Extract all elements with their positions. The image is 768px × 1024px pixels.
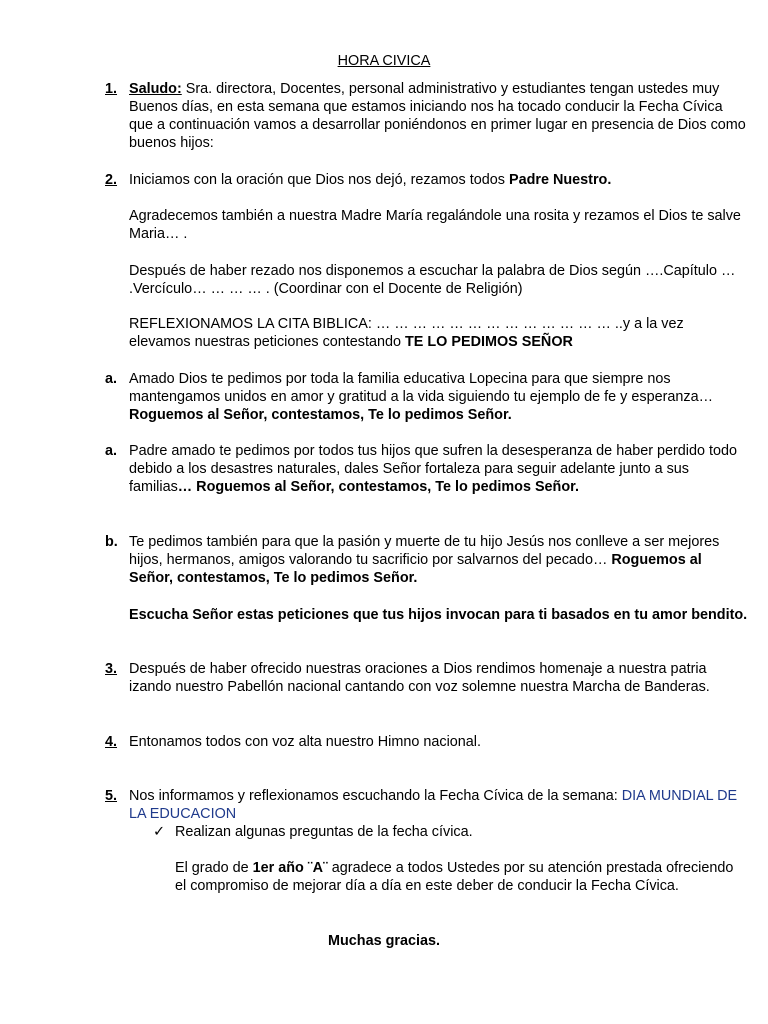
petition-3-marker: b. [105, 534, 118, 550]
gospel-paragraph: Después de haber rezado nos disponemos a escuchar la palabra de Dios según ….Capítulo … .Vercículo… … … … . (Coordinar con el Docente de Religión) [129, 263, 736, 297]
item-4-anthem: Entonamos todos con voz alta nuestro Himno nacional. [129, 734, 481, 750]
greeting-label: Saludo: [129, 81, 182, 97]
checkmark-icon: ✓ [153, 824, 166, 840]
petition-text: Amado Dios te pedimos por toda la familia educativa Lopecina para que siempre nos mantengamos unidos en amor y gratitud a la vida siguiendo tu ejemplo de fe y esperanza… [129, 371, 713, 405]
petition-text: Te pedimos también para que la pasión y muerte de tu hijo Jesús nos conlleve a ser mejores hijos, hermanos, amigos valorando tu sacrificio por salvarnos del pecado… [129, 534, 720, 568]
petition-response: … Roguemos al Señor, contestamos, Te lo pedimos Señor. [177, 479, 579, 495]
petition-text: Padre amado te pedimos por todos tus hijos que sufren la desesperanza de haber perdido todo debido a los desastres naturales, dales Señor fortaleza para seguir adelante junto a sus familias [129, 443, 738, 495]
reflection-text: REFLEXIONAMOS LA CITA BIBLICA: … … … … … … … … … … … … … ..y a la vez elevamos nuestras peticiones contestando [129, 316, 684, 350]
greeting-text: Sra. directora, Docentes, personal administrativo y estudiantes tengan ustedes muy Buenos días, en esta semana que estamos iniciando nos ha tocado conducir la Fecha Cívica que a continuación vamos a desarrollar poniéndonos en primer lugar en presencia de Dios como buenos hijos: [129, 81, 746, 151]
check-item: Realizan algunas preguntas de la fecha cívica. [175, 824, 473, 840]
civic-date-text: Nos informamos y reflexionamos escuchando la Fecha Cívica de la semana: [129, 788, 622, 804]
thanks-text: Muchas gracias. [328, 933, 440, 949]
petition-response: Roguemos al Señor, contestamos, Te lo pedimos Señor. [129, 552, 702, 586]
grade-name: 1er año ¨A¨ [252, 860, 328, 876]
page-title: HORA CIVICA [337, 53, 431, 69]
petition-1-marker: a. [105, 371, 118, 387]
item-5-civic-date [129, 787, 749, 823]
item-3-marker: 3. [105, 661, 118, 677]
item-2-prayer [129, 171, 749, 189]
hail-mary-paragraph: Agradecemos también a nuestra Madre María regalándole una rosita y rezamos el Dios te salve Maria… . [129, 208, 741, 242]
item-2-marker: 2. [105, 172, 118, 188]
item-5-marker: 5. [105, 788, 118, 804]
petition-1 [129, 370, 749, 424]
petition-3 [129, 533, 749, 587]
petition-2-marker: a. [105, 443, 118, 459]
closing-petition-text: Escucha Señor estas peticiones que tus hijos invocan para ti basados en tu amor bendito. [129, 607, 748, 623]
petition-response: Roguemos al Señor, contestamos, Te lo pedimos Señor. [129, 407, 512, 423]
reflection-response: TE LO PEDIMOS SEÑOR [405, 334, 573, 350]
item-1-marker: 1. [105, 81, 118, 97]
closing-petition [129, 606, 749, 624]
grade-paragraph [175, 859, 735, 895]
prayer-text: Iniciamos con la oración que Dios nos dejó, rezamos todos [129, 172, 509, 188]
item-3-flag: Después de haber ofrecido nuestras oraciones a Dios rendimos homenaje a nuestra patria izando nuestro Pabellón nacional cantando con voz solemne nuestra Marcha de Banderas. [129, 661, 710, 695]
grade-pre: El grado de [175, 860, 253, 876]
grade-post: agradece a todos Ustedes por su atención prestada ofreciendo el compromiso de mejorar día a día en este deber de conducir la Fecha Cívica. [175, 860, 734, 894]
civic-date-highlight: DIA MUNDIAL DE LA EDUCACION [129, 788, 738, 822]
reflection-paragraph [129, 315, 749, 351]
petition-2 [129, 442, 749, 496]
item-1-greeting [129, 80, 749, 152]
item-4-marker: 4. [105, 734, 118, 750]
prayer-bold: Padre Nuestro. [508, 172, 612, 188]
